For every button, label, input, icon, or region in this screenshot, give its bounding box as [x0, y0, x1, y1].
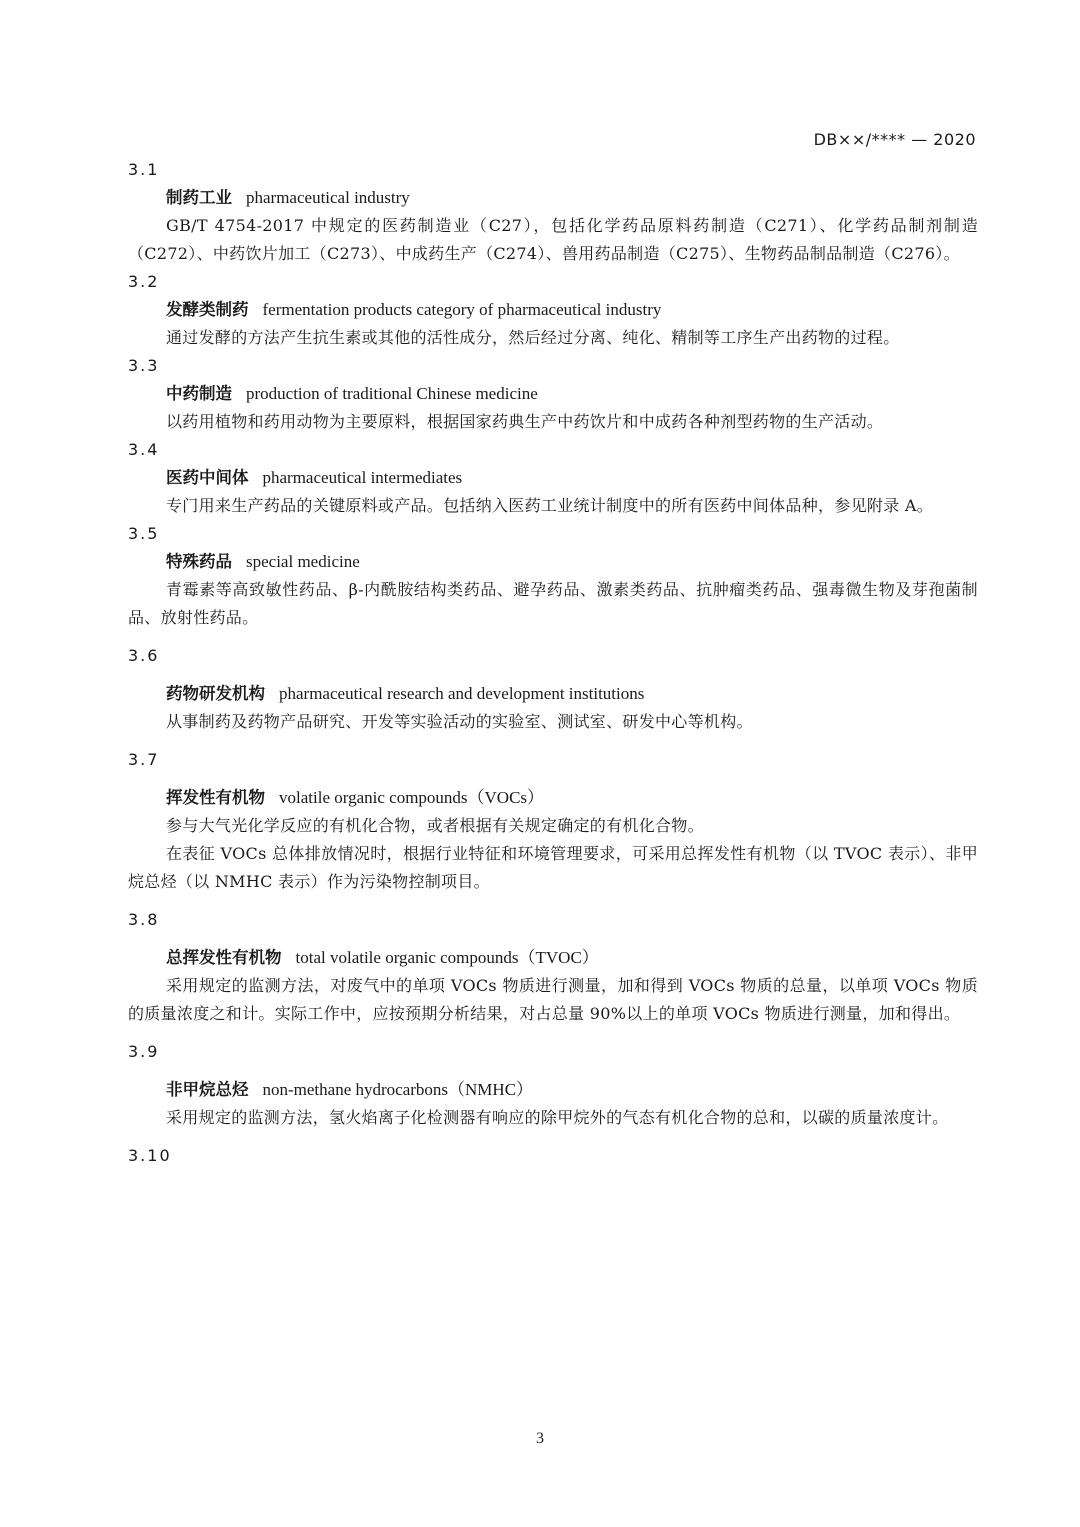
term-line: [128, 184, 978, 212]
term-line: [128, 680, 978, 708]
term-chinese: 非甲烷总烃: [166, 1080, 249, 1099]
term-chinese: 药物研发机构: [166, 684, 265, 703]
term-chinese: 挥发性有机物: [166, 788, 265, 807]
clause-number: 3.6: [128, 646, 160, 665]
definition-text: 在表征 VOCs 总体排放情况时，根据行业特征和环境管理要求，可采用总挥发性有机物（以 TVOC 表示）、非甲烷总烃（以 NMHC 表示）作为污染物控制项目。: [128, 844, 978, 891]
clause-number: 3.7: [128, 750, 160, 769]
definition-text: 通过发酵的方法产生抗生素或其他的活性成分，然后经过分离、纯化、精制等工序生产出药物的过程。: [166, 328, 900, 347]
term-line: [128, 784, 978, 812]
definition-entry: [128, 746, 978, 896]
definition-text: 专门用来生产药品的关键原料或产品。包括纳入医药工业统计制度中的所有医药中间体品种，参见附录 A。: [166, 496, 934, 515]
clause-number: 3.2: [128, 272, 160, 291]
clause-number: 3.5: [128, 524, 160, 543]
term-english: total volatile organic compounds（TVOC）: [295, 948, 599, 967]
term-chinese: 特殊药品: [166, 552, 232, 571]
term-line: [128, 548, 978, 576]
term-english: volatile organic compounds（VOCs）: [279, 788, 545, 807]
definition-text: 以药用植物和药用动物为主要原料，根据国家药典生产中药饮片和中成药各种剂型药物的生产活动。: [166, 412, 884, 431]
definition-text: GB/T 4754-2017 中规定的医药制造业（C27），包括化学药品原料药制造（C271）、化学药品制剂制造（C272）、中药饮片加工（C273）、中成药生产（C274）、兽用药品制造（C275）、生物药品制品制造（C276）。: [128, 216, 978, 263]
term-english: special medicine: [246, 552, 360, 571]
definition-text: 采用规定的监测方法，对废气中的单项 VOCs 物质进行测量，加和得到 VOCs 物质的总量，以单项 VOCs 物质的质量浓度之和计。实际工作中，应按预期分析结果，对占总量 90%以上的单项 VOCs 物质进行测量，加和得出。: [128, 976, 978, 1023]
definition-entry: [128, 352, 978, 436]
term-chinese: 发酵类制药: [166, 300, 249, 319]
term-line: [128, 944, 978, 972]
definition-entry: [128, 156, 978, 268]
term-english: fermentation products category of pharmaceutical industry: [262, 300, 662, 319]
clause-number: 3.3: [128, 356, 160, 375]
clause-number: 3.9: [128, 1042, 160, 1061]
definition-entry: [128, 906, 978, 1028]
term-english: production of traditional Chinese medicine: [246, 384, 538, 403]
term-chinese: 制药工业: [166, 188, 232, 207]
term-english: pharmaceutical industry: [246, 188, 410, 207]
definition-entry: [128, 520, 978, 632]
definition-entry: [128, 436, 978, 520]
page-number: 3: [536, 1430, 544, 1447]
definition-entry: [128, 268, 978, 352]
definition-text: 参与大气光化学反应的有机化合物，或者根据有关规定确定的有机化合物。: [166, 816, 704, 835]
clause-number: 3.8: [128, 910, 160, 929]
term-english: pharmaceutical research and development institutions: [279, 684, 645, 703]
term-line: [128, 380, 978, 408]
term-chinese: 医药中间体: [166, 468, 249, 487]
definition-entry: [128, 1142, 978, 1170]
definition-entry: [128, 642, 978, 736]
term-chinese: 总挥发性有机物: [166, 948, 282, 967]
clause-number: 3.10: [128, 1146, 172, 1165]
document-code: DB××/**** — 2020: [813, 130, 976, 149]
clause-number: 3.1: [128, 160, 160, 179]
term-line: [128, 464, 978, 492]
term-line: [128, 1076, 978, 1104]
definition-text: 青霉素等高致敏性药品、β-内酰胺结构类药品、避孕药品、激素类药品、抗肿瘤类药品、强毒微生物及芽孢菌制品、放射性药品。: [128, 580, 978, 627]
definition-entry: [128, 1038, 978, 1132]
term-line: [128, 296, 978, 324]
definitions-section: [128, 156, 978, 1170]
term-english: pharmaceutical intermediates: [262, 468, 463, 487]
definition-text: 从事制药及药物产品研究、开发等实验活动的实验室、测试室、研发中心等机构。: [166, 712, 753, 731]
clause-number: 3.4: [128, 440, 160, 459]
term-english: non-methane hydrocarbons（NMHC）: [262, 1080, 534, 1099]
term-chinese: 中药制造: [166, 384, 232, 403]
definition-text: 采用规定的监测方法，氢火焰离子化检测器有响应的除甲烷外的气态有机化合物的总和，以碳的质量浓度计。: [166, 1108, 949, 1127]
